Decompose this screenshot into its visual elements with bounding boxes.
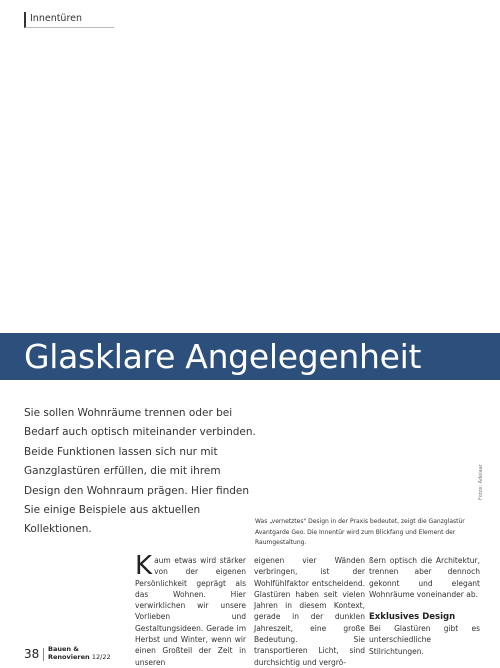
- footer-divider: [43, 648, 44, 661]
- body-column-3: [369, 555, 480, 657]
- body-column-2: [254, 555, 365, 668]
- issue-number: 12/22: [91, 652, 111, 661]
- body-column-1-text: aum etwas wird stärker von der eigenen Persönlichkeit geprägt als das Wohnen. Hier verwirklichen wir unsere Vorlieben und Gestaltungsideen. Gerade im Herbst und Winter, wenn wir einen Großteil der Zeit in unseren: [135, 556, 246, 667]
- magazine-name: [48, 646, 111, 661]
- magazine-name-line-2: Renovieren: [48, 652, 90, 661]
- magazine-name-line-1: Bauen &: [48, 645, 79, 653]
- page-number: 38: [24, 647, 40, 661]
- body-column-3-text-continued: Bei Glastüren gibt es unterschiedliche Stilrichtungen.: [369, 624, 480, 656]
- subheading: Exklusives Design: [369, 612, 456, 623]
- intro-text: Sie sollen Wohnräume trennen oder bei Bedarf auch optisch miteinander verbinden. Beide Funktionen lassen sich nur mit Ganzglastüren erfüllen, die mit ihrem Design den Wohnraum prägen. Hier finden Sie einige Beispiele aus aktuellen Kollektionen.: [24, 407, 256, 536]
- body-column-2-text: eigenen vier Wänden verbringen, ist der Wohlfühlfaktor entscheidend. Glastüren haben seit vielen Jahren in diesem Kontext, gerade in der dunklen Jahreszeit, eine große Bedeutung. Sie transportieren Licht, sind durchsichtig und vergrö-: [254, 556, 365, 667]
- section-tag: Innentüren: [24, 12, 114, 28]
- photo-area: [0, 36, 500, 332]
- page-title: Glasklare Angelegenheit: [24, 337, 422, 376]
- title-band: [0, 333, 500, 380]
- drop-cap: K: [135, 551, 153, 581]
- body-column-3-text: ßern optisch die Architektur, trennen aber dennoch gekonnt und elegant Wohnräume voneinander ab.: [369, 556, 480, 599]
- image-caption: Was „vernetztes" Design in der Praxis bedeutet, zeigt die Ganzglastür Avantgarde Geo. Die Innentür wird zum Blickfang und Element der Raumgestaltung.: [255, 518, 465, 546]
- photo-credit: Fotos: Adelaar: [478, 464, 484, 500]
- body-column-1: [135, 551, 246, 668]
